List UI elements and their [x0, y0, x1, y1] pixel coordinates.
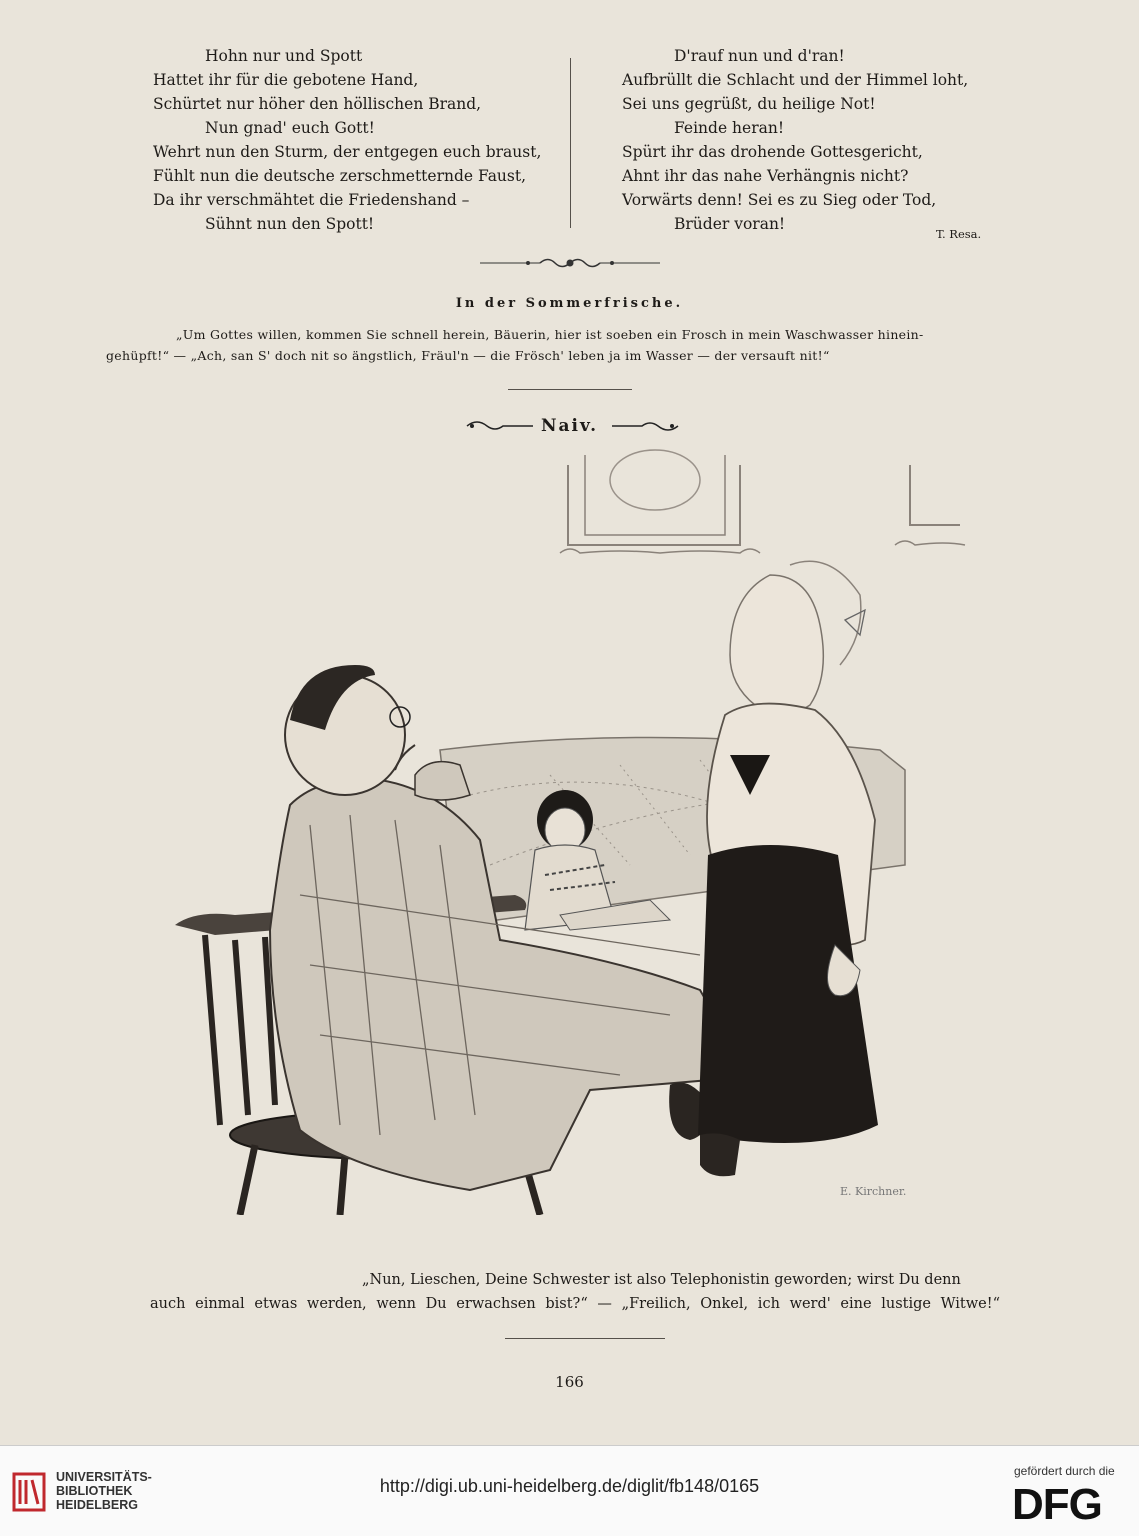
- joke-text: [106, 324, 1036, 366]
- poem-line: Nun gnad' euch Gott!: [205, 119, 375, 137]
- poem-line: Ahnt ihr das nahe Verhängnis nicht?: [622, 167, 909, 185]
- funder-label: gefördert durch die: [1014, 1464, 1115, 1478]
- section-rule: [505, 1338, 665, 1339]
- poem-line: Da ihr verschmähtet die Friedenshand –: [153, 191, 470, 209]
- dfg-logo[interactable]: DFG: [1012, 1480, 1102, 1529]
- poem-line: Hohn nur und Spott: [205, 47, 363, 65]
- poem-left-column: [153, 44, 541, 236]
- section-title-naiv: Naiv.: [540, 416, 599, 436]
- caption-line: „Nun, Lieschen, Deine Schwester ist also Telephonistin geworden; wirst Du denn: [362, 1272, 961, 1288]
- poem-line: Wehrt nun den Sturm, der entgegen euch braust,: [153, 143, 542, 161]
- joke-line: „Um Gottes willen, kommen Sie schnell herein, Bäuerin, hier ist soeben ein Frosch in mein Waschwasser hinein-: [176, 327, 924, 342]
- caption-line: auch einmal etwas werden, wenn Du erwachsen bist?“ — „Freilich, Onkel, ich werd' eine lustige Witwe!“: [150, 1296, 1000, 1312]
- permalink-url[interactable]: http://digi.ub.uni-heidelberg.de/diglit/fb148/0165: [379, 1476, 760, 1496]
- poem-line: Sühnt nun den Spott!: [205, 215, 375, 233]
- university-name-line: UNIVERSITÄTS-: [56, 1470, 152, 1484]
- poem-line: Vorwärts denn! Sei es zu Sieg oder Tod,: [622, 191, 937, 209]
- poem-line: Aufbrüllt die Schlacht und der Himmel loht,: [622, 71, 969, 89]
- ornament-divider-icon: [480, 256, 660, 270]
- page-number: 166: [555, 1373, 584, 1391]
- poem-line: Sei uns gegrüßt, du heilige Not!: [622, 95, 876, 113]
- column-divider: [570, 58, 571, 228]
- poem-author: T. Resa.: [936, 227, 982, 241]
- poem-line: Hattet ihr für die gebotene Hand,: [153, 71, 419, 89]
- section-rule: [508, 389, 632, 390]
- poem-line: Feinde heran!: [674, 119, 785, 137]
- section-title-sommerfrische: In der Sommerfrische.: [455, 296, 684, 311]
- poem-line: Brüder voran!: [674, 215, 786, 233]
- poem-line: Schürtet nur höher den höllischen Brand,: [153, 95, 482, 113]
- cartoon-caption: [150, 1268, 1000, 1316]
- university-name-line: BIBLIOTHEK: [56, 1484, 133, 1498]
- university-name-line: HEIDELBERG: [56, 1498, 138, 1512]
- poem-right-column: [622, 44, 968, 236]
- viewer-footer: [0, 1445, 1139, 1536]
- poem-line: Fühlt nun die deutsche zerschmetternde Faust,: [153, 167, 527, 185]
- artist-signature: E. Kirchner.: [840, 1185, 907, 1198]
- joke-line: gehüpft!“ — „Ach, san S' doch nit so ängstlich, Fräul'n — die Frösch' leben ja im Wasser — der versauft nit!“: [106, 348, 830, 363]
- poem-line: Spürt ihr das drohende Gottesgericht,: [622, 143, 923, 161]
- cartoon-illustration: [160, 445, 990, 1215]
- poem-line: D'rauf nun und d'ran!: [674, 47, 845, 65]
